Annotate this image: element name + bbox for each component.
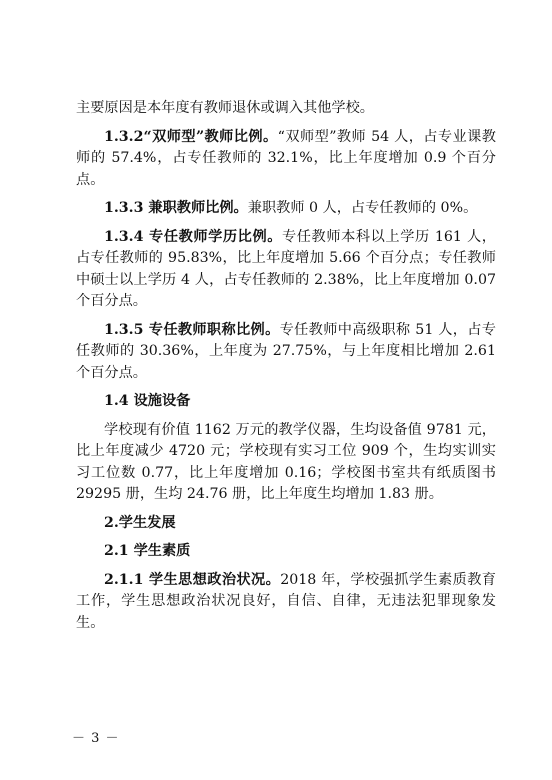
paragraph-professional-title-ratio	[76, 320, 496, 385]
paragraph-student-political-status	[76, 570, 496, 635]
paragraph-text: 专任教师中高级职称 51 人，占专任教师的 30.36%，上年度为 27.75%，与上年度相比增加 2.61 个百分点。	[76, 321, 496, 381]
paragraph-label: 2.1.1 学生思想政治状况。	[104, 571, 281, 588]
section-heading-student-development: 2.学生发展	[104, 514, 176, 531]
section-heading-student-quality: 2.1 学生素质	[104, 543, 191, 559]
paragraph-text: 兼职教师 0 人，占专任教师的 0%。	[247, 200, 478, 216]
paragraph-teachers-reason	[76, 98, 496, 120]
paragraph-label: 1.3.3 兼职教师比例。	[104, 200, 248, 216]
document-content	[76, 98, 496, 641]
paragraph-dual-teacher-ratio	[76, 127, 496, 192]
paragraph-text: 学校现有价值 1162 万元的教学仪器，生均设备值 9781 元，比上年度减少 4720 元；学校现有实习工位 909 个，生均实训实习工位数 0.77，比上年度增加 0.16；学校图书室共有纸质图书 29295 册，生均 24.76 册，比上年度生均增加 1.83 册。	[76, 421, 496, 502]
paragraph-text: “双师型”教师 54 人，占专业课教师的 57.4%，占专任教师的 32.1%，比上年度增加 0.9 个百分点。	[76, 128, 496, 188]
paragraph-label: 1.3.4 专任教师学历比例。	[104, 228, 282, 245]
paragraph-facilities	[76, 420, 496, 506]
paragraph-text: 主要原因是本年度有教师退休或调入其他学校。	[76, 100, 374, 116]
paragraph-label: 1.3.2“双师型”教师比例。	[104, 128, 278, 145]
paragraph-part-time-ratio	[76, 198, 496, 220]
section-heading-facilities: 1.4 设施设备	[104, 393, 191, 409]
paragraph-label: 1.3.5 专任教师职称比例。	[104, 321, 280, 338]
paragraph-text: 专任教师本科以上学历 161 人，占专任教师的 95.83%，比上年度增加 5.66 个百分点；专任教师中硕士以上学历 4 人，占专任教师的 2.38%，比上年度增加 0.07 个百分点。	[76, 228, 496, 309]
paragraph-text: 2018 年，学校强抓学生素质教育工作，学生思想政治状况良好，自信、自律，无违法犯罪现象发生。	[76, 571, 496, 631]
paragraph-education-level-ratio	[76, 227, 496, 313]
page-number: － 3 －	[72, 731, 120, 746]
